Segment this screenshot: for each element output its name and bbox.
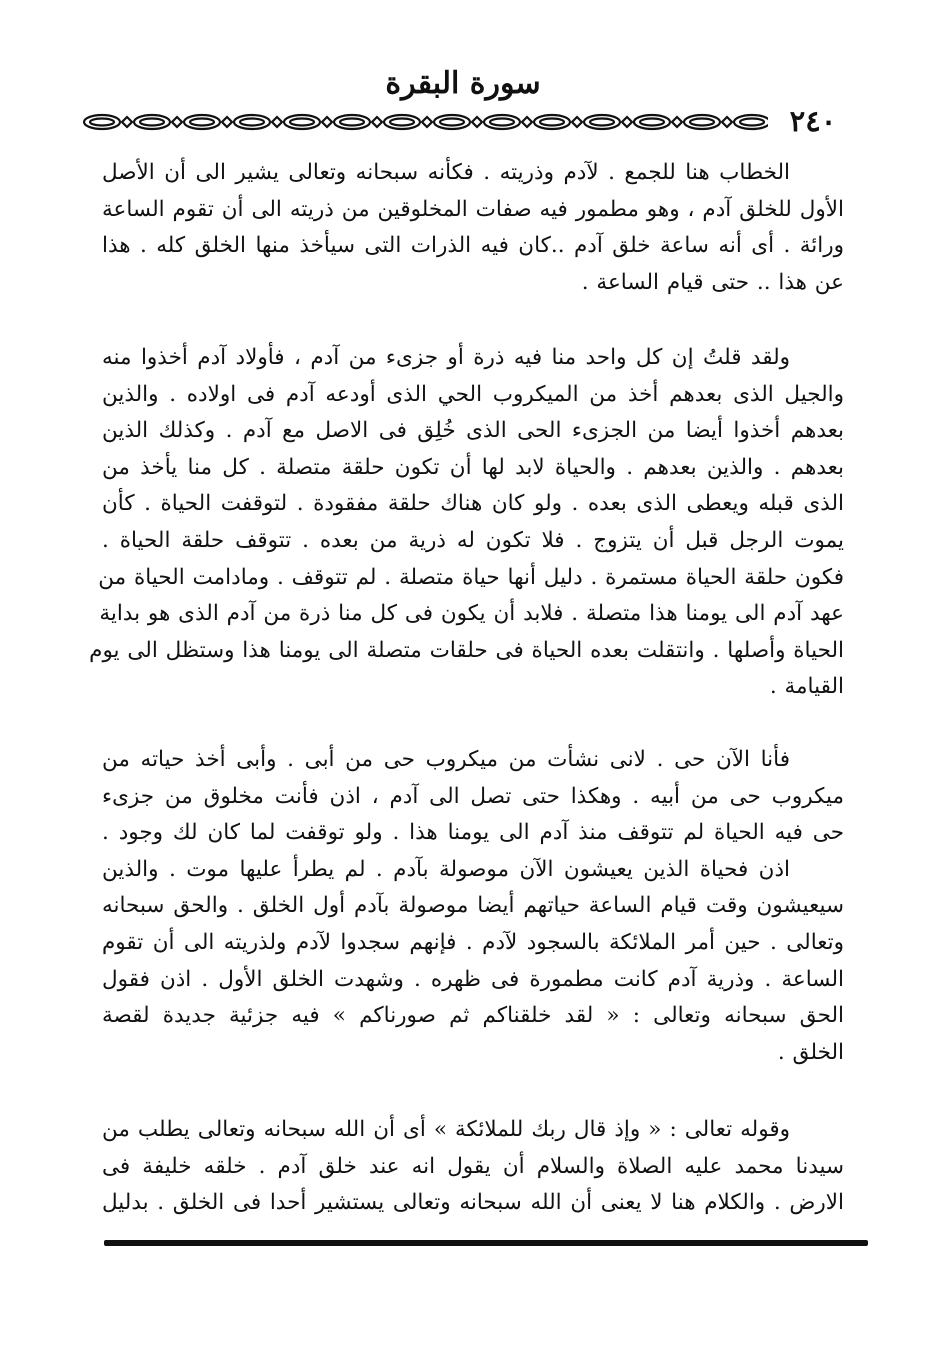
chain-diamond [672,117,682,127]
text-line: ميكروب حى من أبيه . وهكذا حتى تصل الى آدم ، اذن فأنت مخلوق من جزىء [102,783,844,809]
text-line: الخطاب هنا للجمع . لآدم وذريته . فكأنه سبحانه وتعالى يشير الى أن الأصل [102,160,790,185]
chain-diamond [222,117,232,127]
chain-diamond [272,117,282,127]
chain-link-inner [640,119,664,126]
text-line: الساعة . وذرية آدم كانت مطمورة فى ظهره . وشهدت الخلق الأول . اذن فقول [102,966,844,992]
chain-diamond [472,117,482,127]
text-line: فأنا الآن حى . لانى نشأت من ميكروب حى من أبى . وأبى أخذ حياته من [102,747,790,772]
chain-diamond [322,117,332,127]
chain-diamond [122,117,132,127]
text-line: الارض . والكلام هنا لا يعنى أن الله سبحانه وتعالى يستشير أحدا فى الخلق . بدليل [102,1190,844,1216]
scan-margin-mark [0,1353,10,1365]
chain-link-inner [440,119,464,126]
text-line: حى فيه الحياة لم تتوقف منذ آدم الى يومنا هذا . ولو توقفت لما كان لك وجود . [102,820,844,846]
text-line: والجيل الذى بعدهم أخذ من الميكروب الحي الذى أودعه آدم فى اولاده . والذين [102,381,844,407]
chain-link-inner [190,119,214,126]
chain-diamond [422,117,432,127]
chain-diamond [722,117,732,127]
chain-diamond [622,117,632,127]
text-line: سيعيشون وقت قيام الساعة حياتهم أيضا موصولة بآدم أول الخلق . والحق سبحانه [102,893,844,919]
text-line: سيدنا محمد عليه الصلاة والسلام أن يقول انه عند خلق آدم . خلقه خليفة فى [102,1153,844,1179]
chain-link-inner [690,119,714,126]
paragraph-2 [89,340,844,706]
paragraph-3 [102,742,844,1071]
text-line: يموت الرجل قبل أن يتزوج . فلا تكون له ذرية من بعده . تتوقف حلقة الحياة . [102,527,844,553]
text-line: الحياة وأصلها . وانتقلت بعده الحياة فى حلقات متصلة الى يومنا هذا وستظل الى يوم [89,637,844,663]
text-line: ورائة . أى أنه ساعة خلق آدم ..كان فيه الذرات التى سيأخذ منها الخلق كله . هذا [102,233,844,259]
chain-diamond [522,117,532,127]
chain-link-inner [90,119,114,126]
text-line: فكون حلقة الحياة مستمرة . دليل أنها حياة متصلة . لم تتوقف . ومادامت الحياة من [98,564,844,590]
paragraph-1 [102,155,844,301]
ornamental-header-border [78,105,848,139]
surah-title: سورة البقرة [385,66,541,101]
page-number: ٢٤٠ [768,104,858,138]
chain-diamond [172,117,182,127]
chain-link-inner [340,119,364,126]
chain-link-inner [540,119,564,126]
text-line: وتعالى . حين أمر الملائكة بالسجود لآدم . فإنهم سجدوا لآدم ولذريته الى أن تقوم [102,929,844,955]
chain-diamond [372,117,382,127]
text-line: بعدهم . والذين بعدهم . والحياة لابد لها أن تكون حلقة متصلة . كل منا يأخذ من [102,454,844,480]
text-line: عن هذا .. حتى قيام الساعة . [581,269,844,295]
text-line: الذى قبله ويعطى الذى بعده . ولو كان هناك حلقة مفقودة . لتوقفت الحياة . كأن [102,491,844,517]
text-line: الأول للخلق آدم ، وهو مطمور فيه صفات المخلوقين من ذريته الى أن تقوم الساعة [102,196,844,222]
text-line: وقوله تعالى : « وإذ قال ربك للملائكة » أى أن الله سبحانه وتعالى يطلب من [102,1117,790,1142]
chain-link-inner [740,119,764,126]
chain-link-inner [290,119,314,126]
chain-link-inner [140,119,164,126]
text-line: اذن فحياة الذين يعيشون الآن موصولة بآدم . لم يطرأ عليها موت . والذين [102,856,790,882]
text-line: ولقد قلتُ إن كل واحد منا فيه ذرة أو جزىء من آدم ، فأولاد آدم أخذوا منه [102,345,790,370]
text-line: القيامة . [769,674,844,700]
paragraph-4 [102,1112,844,1222]
text-line: الحق سبحانه وتعالى : « لقد خلقناكم ثم صورناكم » فيه جزئية جديدة لقصة [102,1003,845,1029]
footer-rule [104,1240,868,1246]
text-line: الخلق . [777,1039,844,1065]
chain-link-inner [240,119,264,126]
text-line: بعدهم أخذوا أيضا من الجزىء الحى الذى خُلِق فى الاصل مع آدم . وكذلك الذين [102,418,844,444]
chain-diamond [572,117,582,127]
chain-link-inner [390,119,414,126]
chain-link-inner [490,119,514,126]
text-line: عهد آدم الى يومنا هذا متصلة . فلابد أن يكون فى كل منا ذرة من آدم الذى هو بداية [99,601,844,627]
chain-link-inner [590,119,614,126]
